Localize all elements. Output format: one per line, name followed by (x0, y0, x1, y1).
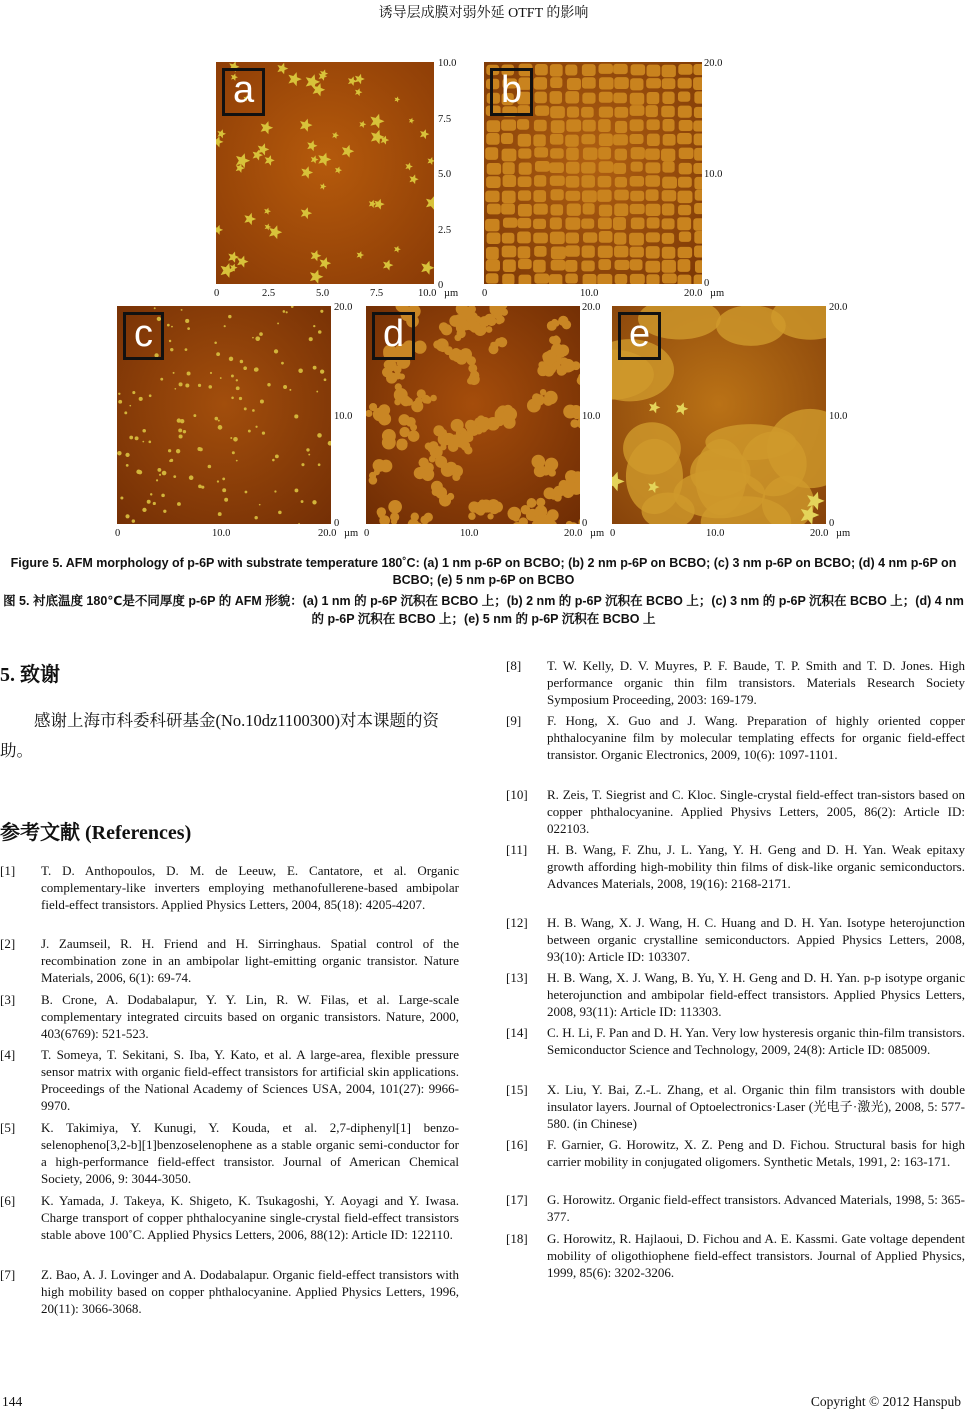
x-tick: 7.5 (370, 288, 384, 299)
x-tick: 10.0 (706, 528, 725, 539)
x-tick: 0 (214, 288, 220, 299)
x-unit: µm (836, 528, 851, 539)
reference-number: [13] (506, 970, 528, 985)
figure-caption-zh: 图 5. 衬底温度 180℃是不同厚度 p-6P 的 AFM 形貌：(a) 1 nm 的 p-6P 沉积在 BCBO 上；(b) 2 nm 的 p-6P 沉积在 BCBO 上；(c) 3 nm 的 p-6P 沉积在 BCBO 上；(d) 4 nm 的 p-6P 沉积在 BCBO 上；(e) 5 nm 的 p-6P 沉积在 BCBO 上 (3, 594, 964, 626)
reference-number: [15] (506, 1082, 528, 1097)
reference-text: B. Crone, A. Dodabalapur, Y. Y. Lin, R. W. Filas, et al. Large-scale complementary integrated circuits based on organic transistors. Nature, 2000, 403(6769): 521-523. (41, 992, 459, 1041)
panel-label: a (222, 68, 265, 116)
reference-number: [9] (506, 713, 522, 728)
y-tick: 0 (438, 280, 444, 291)
x-tick: 0 (482, 288, 488, 299)
x-tick: 20.0 (684, 288, 703, 299)
afm-panel-e (612, 306, 826, 524)
x-tick: 0 (364, 528, 370, 539)
acknowledgement-heading: 5. 致谢 (0, 664, 60, 686)
y-tick: 7.5 (438, 114, 452, 125)
reference-text: F. Garnier, G. Horowitz, X. Z. Peng and D. Fichou. Structural basis for high carrier mobility in conjugated oligomers. Synthetic Metals, 1991, 2: 163-171. (547, 1137, 965, 1169)
y-tick: 10.0 (829, 411, 848, 422)
panel-label: d (372, 312, 415, 360)
reference-number: [14] (506, 1025, 528, 1040)
reference-text: H. B. Wang, F. Zhu, J. L. Yang, Y. H. Geng and D. H. Yan. Weak epitaxy growth affording high-mobility thin films of disk-like organic semiconductors. Advances Materials, 2008, 19(16): 2168-2171. (547, 842, 965, 891)
x-unit: µm (710, 288, 725, 299)
panel-label: c (123, 312, 164, 360)
x-tick: 10.0 (212, 528, 231, 539)
reference-text: X. Liu, Y. Bai, Z.-L. Zhang, et al. Organic thin film transistors with double insulator layers. Journal of Optoelectronics·Laser (光电子·激光), 2008, 5: 577-580. (in Chinese) (547, 1082, 965, 1131)
x-tick: 20.0 (810, 528, 829, 539)
panel-label: e (618, 312, 661, 360)
y-tick: 20.0 (334, 302, 353, 313)
reference-number: [18] (506, 1231, 528, 1246)
x-tick: 20.0 (564, 528, 583, 539)
y-tick: 2.5 (438, 225, 452, 236)
y-tick: 20.0 (582, 302, 601, 313)
reference-number: [12] (506, 915, 528, 930)
y-tick: 10.0 (704, 169, 723, 180)
page-number: 144 (2, 1394, 23, 1409)
reference-text: H. B. Wang, X. J. Wang, H. C. Huang and D. H. Yan. Isotype heterojunction between organic crystalline semiconductors. Appied Physics Letters, 2008, 93(10): Article ID: 103307. (547, 915, 965, 964)
acknowledgement-text: 感谢上海市科委科研基金(No.10dz1100300)对本课题的资助。 (0, 711, 439, 760)
copyright: Copyright © 2012 Hanspub (810, 1394, 961, 1409)
x-tick: 10.0 (418, 288, 437, 299)
figure-caption-en: Figure 5. AFM morphology of p-6P with substrate temperature 180˚C: (a) 1 nm p-6P on BCBO; (b) 2 nm p-6P on BCBO; (c) 3 nm p-6P on BCBO; (d) 4 nm p-6P on BCBO; (e) 5 nm p-6P on BCBO (10, 556, 957, 587)
y-tick: 20.0 (704, 58, 723, 69)
reference-text: T. D. Anthopoulos, D. M. de Leeuw, E. Cantatore, et al. Organic complementary-like inverters employing methanofullerene-based ambipolar field-effect transistors. Applied Physics Letters, 2004, 85(18): 4205-4207. (41, 863, 459, 912)
reference-text: G. Horowitz, R. Hajlaoui, D. Fichou and A. E. Kassmi. Gate voltage dependent mobility of oligothiophene field-effect transistors. Journal of Applied Physics, 1999, 85(6): 3202-3206. (547, 1231, 965, 1280)
panel-label: b (490, 68, 533, 116)
reference-number: [17] (506, 1192, 528, 1207)
reference-text: R. Zeis, T. Siegrist and C. Kloc. Single-crystal field-effect tran-sistors based on copper phthalocyanine. Applied Physivs Letters, 2005, 86(2): Article ID: 022103. (547, 787, 965, 836)
reference-number: [11] (506, 842, 528, 857)
references-heading: 参考文献 (References) (0, 822, 192, 844)
reference-text: T. Someya, T. Sekitani, S. Iba, Y. Kato, et al. A large-area, flexible pressure sensor matrix with organic field-effect transistors for artificial skin applications. Proceedings of the National Academy of Sciences USA, 2004, 101(27): 9966-9970. (41, 1047, 459, 1113)
x-tick: 0 (115, 528, 121, 539)
y-tick: 0 (334, 518, 340, 529)
reference-text: K. Yamada, J. Takeya, K. Shigeto, K. Tsukagoshi, Y. Aoyagi and Y. Iwasa. Charge transport of copper phthalocyanine single-crystal field-effect transistors stable above 100˚C. Applied Physics Letters, 2006, 88(12): Article ID: 122110. (41, 1193, 459, 1242)
y-tick: 20.0 (829, 302, 848, 313)
reference-number: [3] (0, 992, 16, 1007)
y-tick: 10.0 (582, 411, 601, 422)
reference-number: [8] (506, 658, 522, 673)
reference-text: C. H. Li, F. Pan and D. H. Yan. Very low hysteresis organic thin-film transistors. Semiconductor Science and Technology, 2009, 24(8): Article ID: 085009. (547, 1025, 965, 1057)
reference-text: F. Hong, X. Guo and J. Wang. Preparation of highly oriented copper phthalocyanine film by molecular templating effects for organic field-effect transistor. Organic Electronics, 2009, 10(6): 1097-1101. (547, 713, 965, 762)
x-unit: µm (444, 288, 459, 299)
x-tick: 10.0 (460, 528, 479, 539)
y-tick: 10.0 (438, 58, 457, 69)
y-tick: 0 (582, 518, 588, 529)
x-tick: 5.0 (316, 288, 330, 299)
reference-number: [16] (506, 1137, 528, 1152)
afm-panel-c (117, 306, 331, 524)
afm-panel-a (216, 62, 434, 284)
reference-text: J. Zaumseil, R. H. Friend and H. Sirringhaus. Spatial control of the recombination zone in an ambipolar light-emitting organic transistor. Nature Materials, 2006, 6(1): 69-74. (41, 936, 459, 985)
reference-number: [6] (0, 1193, 16, 1208)
reference-text: H. B. Wang, X. J. Wang, B. Yu, Y. H. Geng and D. H. Yan. p-p isotype organic heterojunction and ambipolar field-effect transistors. Applied Physics Letters, 2008, 93(11): Article ID: 113303. (547, 970, 965, 1019)
x-tick: 10.0 (580, 288, 599, 299)
reference-number: [1] (0, 863, 16, 878)
x-tick: 2.5 (262, 288, 276, 299)
reference-text: K. Takimiya, Y. Kunugi, Y. Kouda, et al. 2,7-diphenyl[1] benzo-selenopheno[3,2-b][1]benzoselenophene as a stable organic semi-conductor for a high-performance field-effect transistor. Journal of American Chemical Society, 2006, 9: 3044-3050. (41, 1120, 459, 1186)
reference-number: [10] (506, 787, 528, 802)
running-header: 诱导层成膜对弱外延 OTFT 的影响 (378, 6, 589, 21)
afm-panel-b (484, 62, 702, 284)
afm-panel-d (366, 306, 580, 524)
reference-text: G. Horowitz. Organic field-effect transistors. Advanced Materials, 1998, 5: 365-377. (547, 1192, 965, 1224)
x-unit: µm (344, 528, 359, 539)
reference-text: Z. Bao, A. J. Lovinger and A. Dodabalapur. Organic field-effect transistors with high mobility based on copper phthalocyanine. Applied Physics Letters, 1996, 20(11): 3066-3068. (41, 1267, 459, 1316)
reference-number: [7] (0, 1267, 16, 1282)
x-tick: 20.0 (318, 528, 337, 539)
x-unit: µm (590, 528, 605, 539)
y-tick: 0 (829, 518, 835, 529)
y-tick: 10.0 (334, 411, 353, 422)
reference-text: T. W. Kelly, D. V. Muyres, P. F. Baude, T. P. Smith and T. D. Jones. High performance organic thin film transistors. Materials Research Society Symposium Proceeding, 2003: 169-179. (547, 658, 965, 707)
reference-number: [4] (0, 1047, 16, 1062)
reference-number: [2] (0, 936, 16, 951)
x-tick: 0 (610, 528, 616, 539)
y-tick: 0 (704, 278, 710, 289)
y-tick: 5.0 (438, 169, 452, 180)
reference-number: [5] (0, 1120, 16, 1135)
